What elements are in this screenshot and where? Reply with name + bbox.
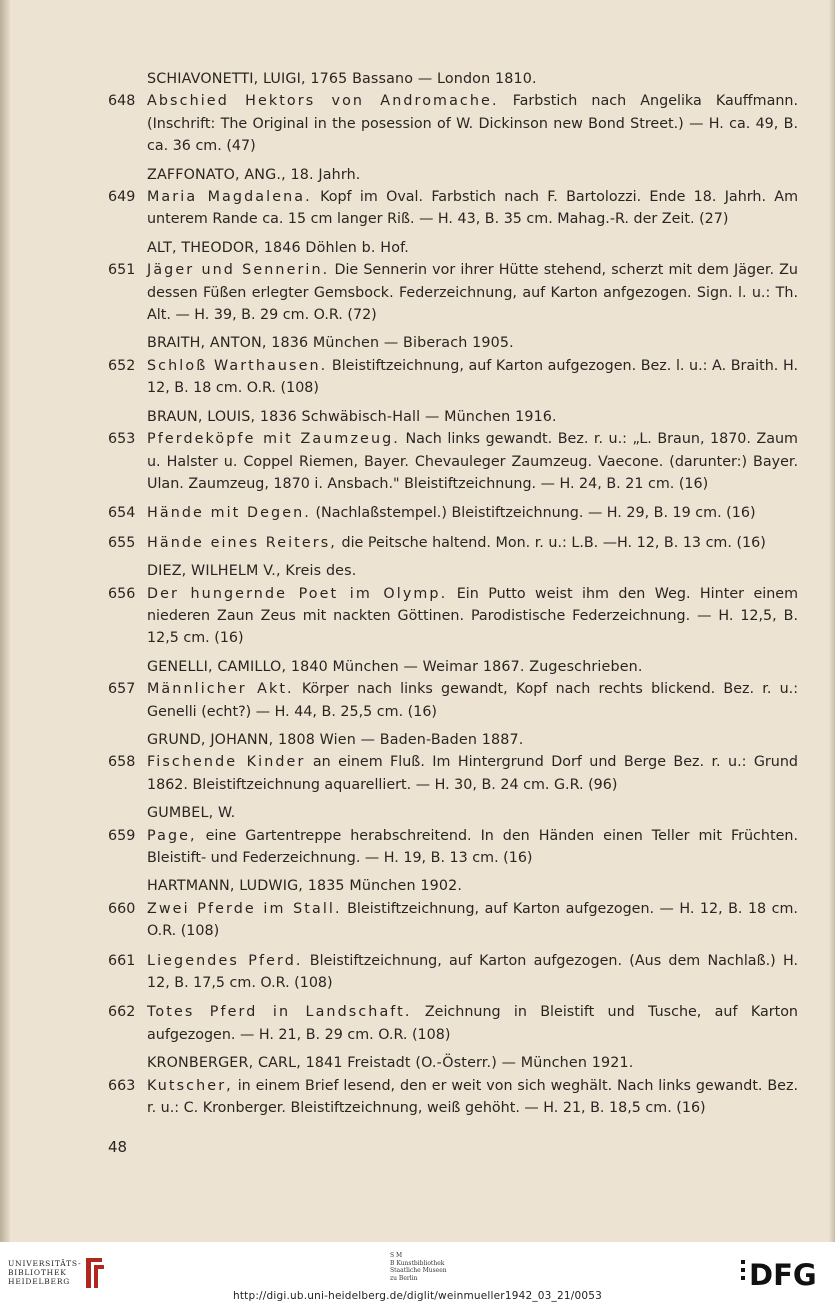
lot-number: 654 <box>108 505 136 522</box>
lot-title: Jäger und Sennerin. <box>147 262 330 279</box>
lot-number: 648 <box>108 93 136 110</box>
catalog-entry <box>108 825 798 870</box>
lot-number: 649 <box>108 189 136 206</box>
lot-description: Farbstich nach Angelika Kauffmann. (Inschrift: The Original in the posession of W. Dickinson new Bond Street.) — H. ca. 49, B. ca. 36 cm. (47) <box>147 93 798 155</box>
viewer-footer <box>0 1242 835 1304</box>
lot-number: 657 <box>108 681 136 698</box>
lot-title: Maria Magdalena. <box>147 189 312 206</box>
lot-description: Bleistiftzeichnung, auf Karton aufgezogen. (Aus dem Nachlaß.) H. 12, B. 17,5 cm. O.R. (108) <box>147 952 798 992</box>
lot-description: Bleistiftzeichnung, auf Karton aufgezogen. Bez. l. u.: A. Braith. H. 12, B. 18 cm. O.R. (108) <box>147 357 798 397</box>
page-edge-right <box>829 0 835 1242</box>
artist-heading: GENELLI, CAMILLO, 1840 München — Weimar 1867. Zugeschrieben. <box>147 658 643 675</box>
artist-heading: ALT, THEODOR, 1846 Döhlen b. Hof. <box>147 239 409 256</box>
artist-heading: SCHIAVONETTI, LUIGI, 1765 Bassano — London 1810. <box>147 71 537 87</box>
lot-number: 653 <box>108 431 136 448</box>
lot-description: Nach links gewandt. Bez. r. u.: „L. Braun, 1870. Zaum u. Halster u. Coppel Riemen, Bayer. Chevauleger Zaumzeug. Vaecone. (darunter:) Bayer. Ulan. Zaumzeug, 1870 i. Ansbach." Bleistiftzeichnung. — H. 24, B. 21 cm. (16) <box>147 431 798 492</box>
catalog-entry <box>108 1075 798 1120</box>
dfg-logo-text: DFG <box>749 1258 817 1290</box>
dfg-logo-icon[interactable] <box>741 1256 823 1290</box>
artist-heading: DIEZ, WILHELM V., Kreis des. <box>147 563 357 580</box>
lot-title: Liegendes Pferd. <box>147 952 303 969</box>
catalog-entry <box>108 950 798 995</box>
artist-heading: GUMBEL, W. <box>147 805 236 822</box>
lot-description: (Nachlaßstempel.) Bleistiftzeichnung. — H. 29, B. 19 cm. (16) <box>310 505 756 522</box>
catalog-entry <box>108 751 798 796</box>
lot-description: Zeichnung in Bleistift und Tusche, auf Karton aufgezogen. — H. 21, B. 29 cm. O.R. (108) <box>147 1004 798 1043</box>
catalog-entry <box>108 502 798 524</box>
lot-title: Kutscher, <box>147 1077 233 1094</box>
lot-number: 660 <box>108 900 136 917</box>
catalog-entry <box>108 90 798 157</box>
lot-title: Hände mit Degen. <box>147 505 311 522</box>
lot-title: Fischende Kinder <box>147 754 306 771</box>
kunstbibliothek-logo[interactable]: S M B Kunstbibliothek Staatliche Museen zu Berlin <box>390 1252 447 1282</box>
lot-number: 656 <box>108 585 136 602</box>
catalog-entry <box>108 355 798 400</box>
lot-description: eine Gartentreppe herabschreitend. In den Händen einen Teller mit Früchten. Bleistift- und Federzeichnung. — H. 19, B. 13 cm. (16) <box>147 827 798 866</box>
artist-heading: KRONBERGER, CARL, 1841 Freistadt (O.-Österr.) — München 1921. <box>147 1055 634 1072</box>
catalog-entry <box>108 259 798 326</box>
page-number: 48 <box>108 1138 128 1156</box>
artist-heading: ZAFFONATO, ANG., 18. Jahrh. <box>147 166 361 183</box>
lot-title: Männlicher Akt. <box>147 681 294 698</box>
catalog-entry <box>108 1001 798 1046</box>
lot-description: an einem Fluß. Im Hintergrund Dorf und Berge Bez. r. u.: Grund 1862. Bleistiftzeichnung aquarelliert. — H. 30, B. 24 cm. G.R. (96) <box>147 754 798 793</box>
artist-heading: BRAUN, LOUIS, 1836 Schwäbisch-Hall — München 1916. <box>147 408 557 425</box>
source-url[interactable]: http://digi.ub.uni-heidelberg.de/diglit/weinmueller1942_03_21/0053 <box>232 1290 603 1302</box>
artist-heading: GRUND, JOHANN, 1808 Wien — Baden-Baden 1887. <box>147 731 524 748</box>
library-logo-text: UNIVERSITÄTS- BIBLIOTHEK HEIDELBERG <box>8 1259 82 1286</box>
lot-description: Die Sennerin vor ihrer Hütte stehend, scherzt mit dem Jäger. Zu dessen Füßen erlegter Gemsbock. Federzeichnung, auf Karton anfgezogen. Sign. l. u.: Th. Alt. — H. 39, B. 29 cm. O.R. (72) <box>147 262 798 324</box>
lot-number: 658 <box>108 754 136 771</box>
catalog-entry <box>108 583 798 650</box>
library-emblem-icon <box>82 1256 108 1290</box>
lot-description: Körper nach links gewandt, Kopf nach rechts blickend. Bez. r. u.: Genelli (echt?) — H. 44, B. 25,5 cm. (16) <box>147 681 799 720</box>
lot-title: Abschied Hektors von Andromache. <box>147 93 499 110</box>
lot-number: 651 <box>108 262 136 279</box>
lot-description: die Peitsche haltend. Mon. r. u.: L.B. —H. 12, B. 13 cm. (16) <box>336 534 766 551</box>
catalog-entry <box>108 428 798 495</box>
artist-heading: BRAITH, ANTON, 1836 München — Biberach 1905. <box>147 335 514 352</box>
lot-description: in einem Brief lesend, den er weit von sich weghält. Nach links gewandt. Bez. r. u.: C. Kronberger. Bleistiftzeichnung, weiß gehöht. — H. 21, B. 18,5 cm. (16) <box>147 1077 798 1117</box>
lot-number: 655 <box>108 534 136 551</box>
lot-number: 652 <box>108 357 136 374</box>
lot-title: Page, <box>147 827 197 844</box>
lot-title: Totes Pferd in Landschaft. <box>147 1004 412 1021</box>
lot-title: Pferdeköpfe mit Zaumzeug. <box>147 431 400 448</box>
catalog-entry <box>108 678 798 723</box>
catalog-text <box>108 68 798 1119</box>
lot-number: 659 <box>108 827 136 844</box>
lot-number: 662 <box>108 1004 136 1021</box>
catalog-entry <box>108 186 798 231</box>
lot-title: Hände eines Reiters, <box>147 534 337 551</box>
lot-description: Kopf im Oval. Farbstich nach F. Bartolozzi. Ende 18. Jahrh. Am unterem Rande ca. 15 cm langer Riß. — H. 43, B. 35 cm. Mahag.-R. der Zeit. (27) <box>147 189 798 228</box>
lot-number: 661 <box>108 952 136 969</box>
lot-title: Der hungernde Poet im Olymp. <box>147 585 448 602</box>
catalog-entry <box>108 898 798 943</box>
lot-title: Schloß Warthausen. <box>147 357 328 374</box>
catalog-entry <box>108 532 798 554</box>
artist-heading: HARTMANN, LUDWIG, 1835 München 1902. <box>147 878 463 895</box>
lot-number: 663 <box>108 1077 136 1094</box>
lot-description: Ein Putto weist ihm den Weg. Hinter einem niederen Zaun Zeus mit nackten Göttinen. Parodistische Federzeichnung. — H. 12,5, B. 12,5 cm. (16) <box>147 585 798 647</box>
lot-title: Zwei Pferde im Stall. <box>147 900 342 917</box>
page-edge-left <box>0 0 10 1242</box>
lot-description: Bleistiftzeichnung, auf Karton aufgezogen. — H. 12, B. 18 cm. O.R. (108) <box>147 900 798 940</box>
